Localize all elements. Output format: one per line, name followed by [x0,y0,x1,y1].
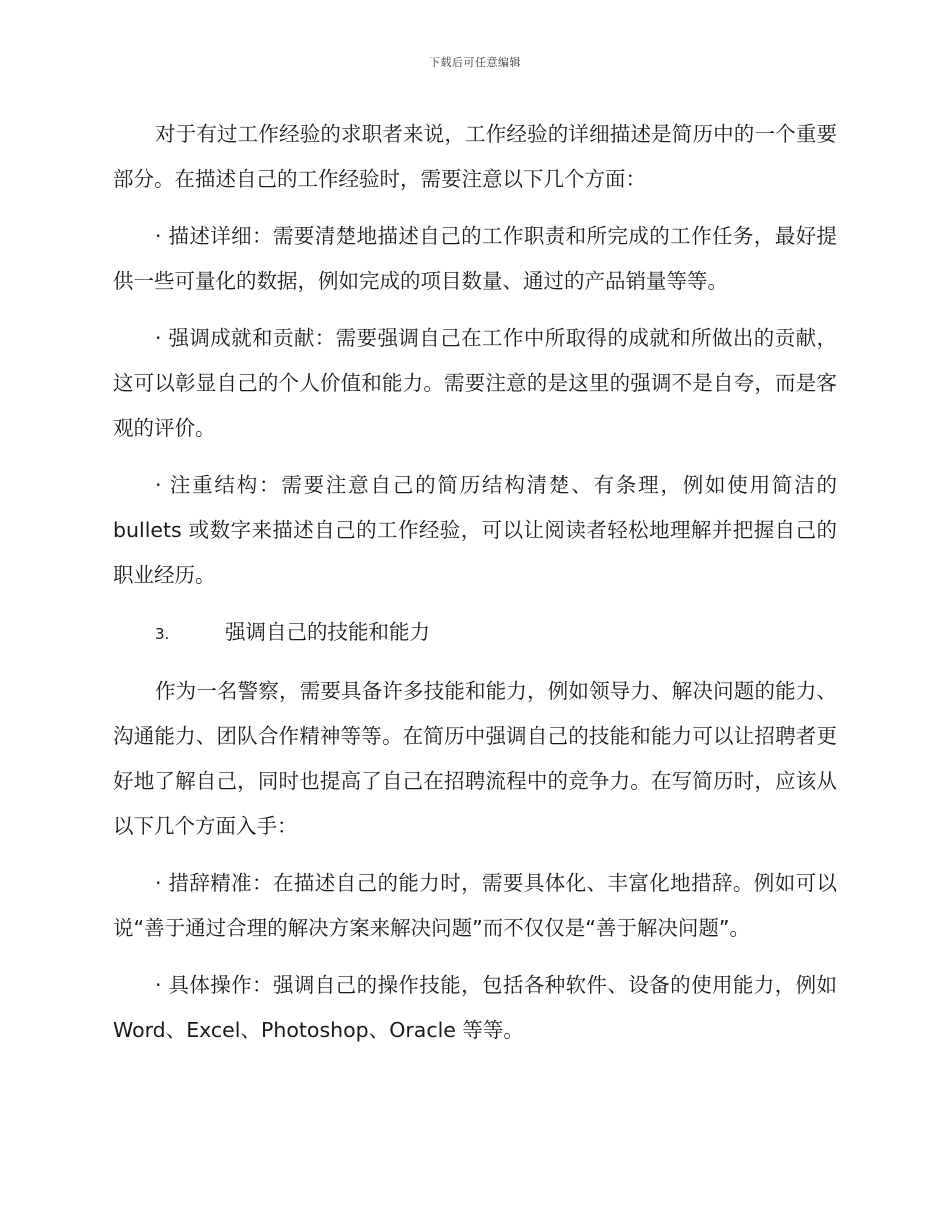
bullet-emphasize-achievements: · 强调成就和贡献：需要强调自己在工作中所取得的成就和所做出的贡献，这可以彰显自己的个人价值和能力。需要注意的是这里的强调不是自夸，而是客观的评价。 [113,326,837,440]
page-header: 下载后可任意编辑 [429,56,521,69]
section-title: 强调自己的技能和能力 [225,620,430,644]
paragraph-work-experience-intro: 对于有过工作经验的求职者来说，工作经验的详细描述是简历中的一个重要部分。在描述自己的工作经验时，需要注意以下几个方面： [113,122,837,191]
bullet-precise-wording: · 措辞精准：在描述自己的能力时，需要具体化、丰富化地措辞。例如可以说“善于通过合理的解决方案来解决问题”而不仅仅是“善于解决问题”。 [113,871,837,940]
section-number: 3. [155,625,170,643]
section-heading-3 [113,610,837,657]
paragraph-skills-intro: 作为一名警察，需要具备许多技能和能力，例如领导力、解决问题的能力、沟通能力、团队合作精神等等。在简历中强调自己的技能和能力可以让招聘者更好地了解自己，同时也提高了自己在招聘流程中的竞争力。在写简历时，应该从以下几个方面入手： [113,679,837,838]
bullet-describe-details: · 描述详细：需要清楚地描述自己的工作职责和所完成的工作任务，最好提供一些可量化的数据，例如完成的项目数量、通过的产品销量等等。 [113,224,837,293]
document-body [113,112,837,1065]
bullet-focus-structure: · 注重结构：需要注意自己的简历结构清楚、有条理，例如使用简洁的 bullets 或数字来描述自己的工作经验，可以让阅读者轻松地理解并把握自己的职业经历。 [113,473,837,587]
bullet-specific-operations: · 具体操作：强调自己的操作技能，包括各种软件、设备的使用能力，例如 Word、Excel、Photoshop、Oracle 等等。 [113,973,837,1042]
